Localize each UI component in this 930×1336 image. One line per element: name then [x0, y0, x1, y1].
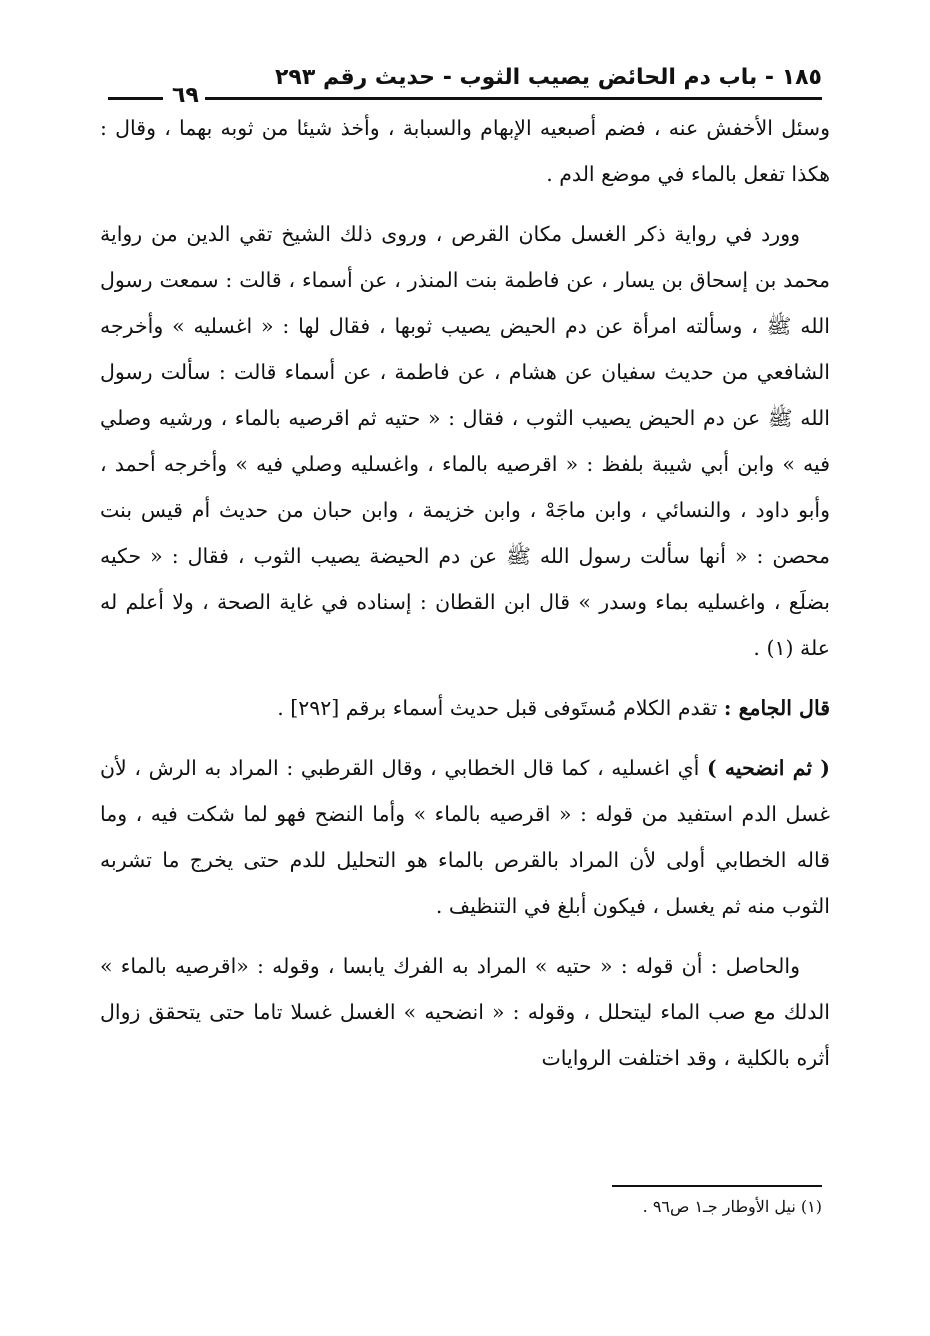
header-rule-left — [108, 97, 163, 100]
paragraph-text: أي اغسليه ، كما قال الخطابي ، وقال القرطبي : المراد به الرش ، لأن غسل الدم استفيد من قوله : « اقرصيه بالماء » وأما النضح فهو لما شكت فيه ، وما قاله الخطابي أولى لأن المراد بالقرص بالماء هو التحليل للدم حتى يخرج ما تشربه الثوب منه ثم يغسل ، فيكون أبلغ في التنظيف . — [100, 756, 830, 918]
running-header-title: ١٨٥ - باب دم الحائض يصيب الثوب - حديث رقم ٢٩٣ — [274, 65, 822, 90]
paragraph-3 — [100, 685, 830, 731]
page-header — [100, 55, 830, 108]
paragraph-lead: قال الجامع : — [723, 696, 830, 720]
footnote: (١) نيل الأوطار جـ١ ص٩٦ . — [642, 1197, 822, 1216]
body-text — [100, 105, 830, 1081]
paragraph-text: تقدم الكلام مُستَوفى قبل حديث أسماء برقم [٢٩٢] . — [277, 696, 724, 720]
paragraph-4 — [100, 745, 830, 929]
footnote-rule — [612, 1185, 822, 1187]
paragraph-text: وورد في رواية ذكر الغسل مكان القرص ، وروى ذلك الشيخ تقي الدين من رواية محمد بن إسحاق بن يسار ، عن فاطمة بنت المنذر ، عن أسماء ، قالت : سمعت رسول الله ﷺ ، وسألته امرأة عن دم الحيض يصيب ثوبها ، فقال لها : « اغسليه » وأخرجه الشافعي من حديث سفيان عن هشام ، عن فاطمة ، عن أسماء قالت : سألت رسول الله ﷺ عن دم الحيض يصيب الثوب ، فقال : « حتيه ثم اقرصيه بالماء ، ورشيه وصلي فيه » وابن أبي شيبة بلفظ : « اقرصيه بالماء ، واغسليه وصلي فيه » وأخرجه أحمد ، وأبو داود ، والنسائي ، وابن ماجَهْ ، وابن خزيمة ، وابن حبان من حديث أم قيس بنت محصن : « أنها سألت رسول الله ﷺ عن دم الحيضة يصيب الثوب ، فقال : « حكيه بضلَع ، واغسليه بماء وسدر » قال ابن القطان : إسناده في غاية الصحة ، ولا أعلم له علة (١) . — [100, 222, 830, 660]
page-number: ٦٩ — [172, 83, 199, 108]
paragraph-1 — [100, 105, 830, 197]
document-page — [100, 55, 830, 1275]
paragraph-text: والحاصل : أن قوله : « حتيه » المراد به الفرك يابسا ، وقوله : «اقرصيه بالماء » الدلك مع صب الماء ليتحلل ، وقوله : « انضحيه » الغسل غسلا تاما حتى يتحقق زوال أثره بالكلية ، وقد اختلفت الروايات — [100, 954, 830, 1070]
paragraph-text: وسئل الأخفش عنه ، فضم أصبعيه الإبهام والسبابة ، وأخذ شيئا من ثوبه بهما ، وقال : هكذا تفعل بالماء في موضع الدم . — [100, 116, 830, 186]
paragraph-2 — [100, 211, 830, 671]
paragraph-5 — [100, 943, 830, 1081]
paragraph-lead: ( ثم انضحيه ) — [706, 756, 831, 780]
header-rule — [205, 97, 822, 100]
